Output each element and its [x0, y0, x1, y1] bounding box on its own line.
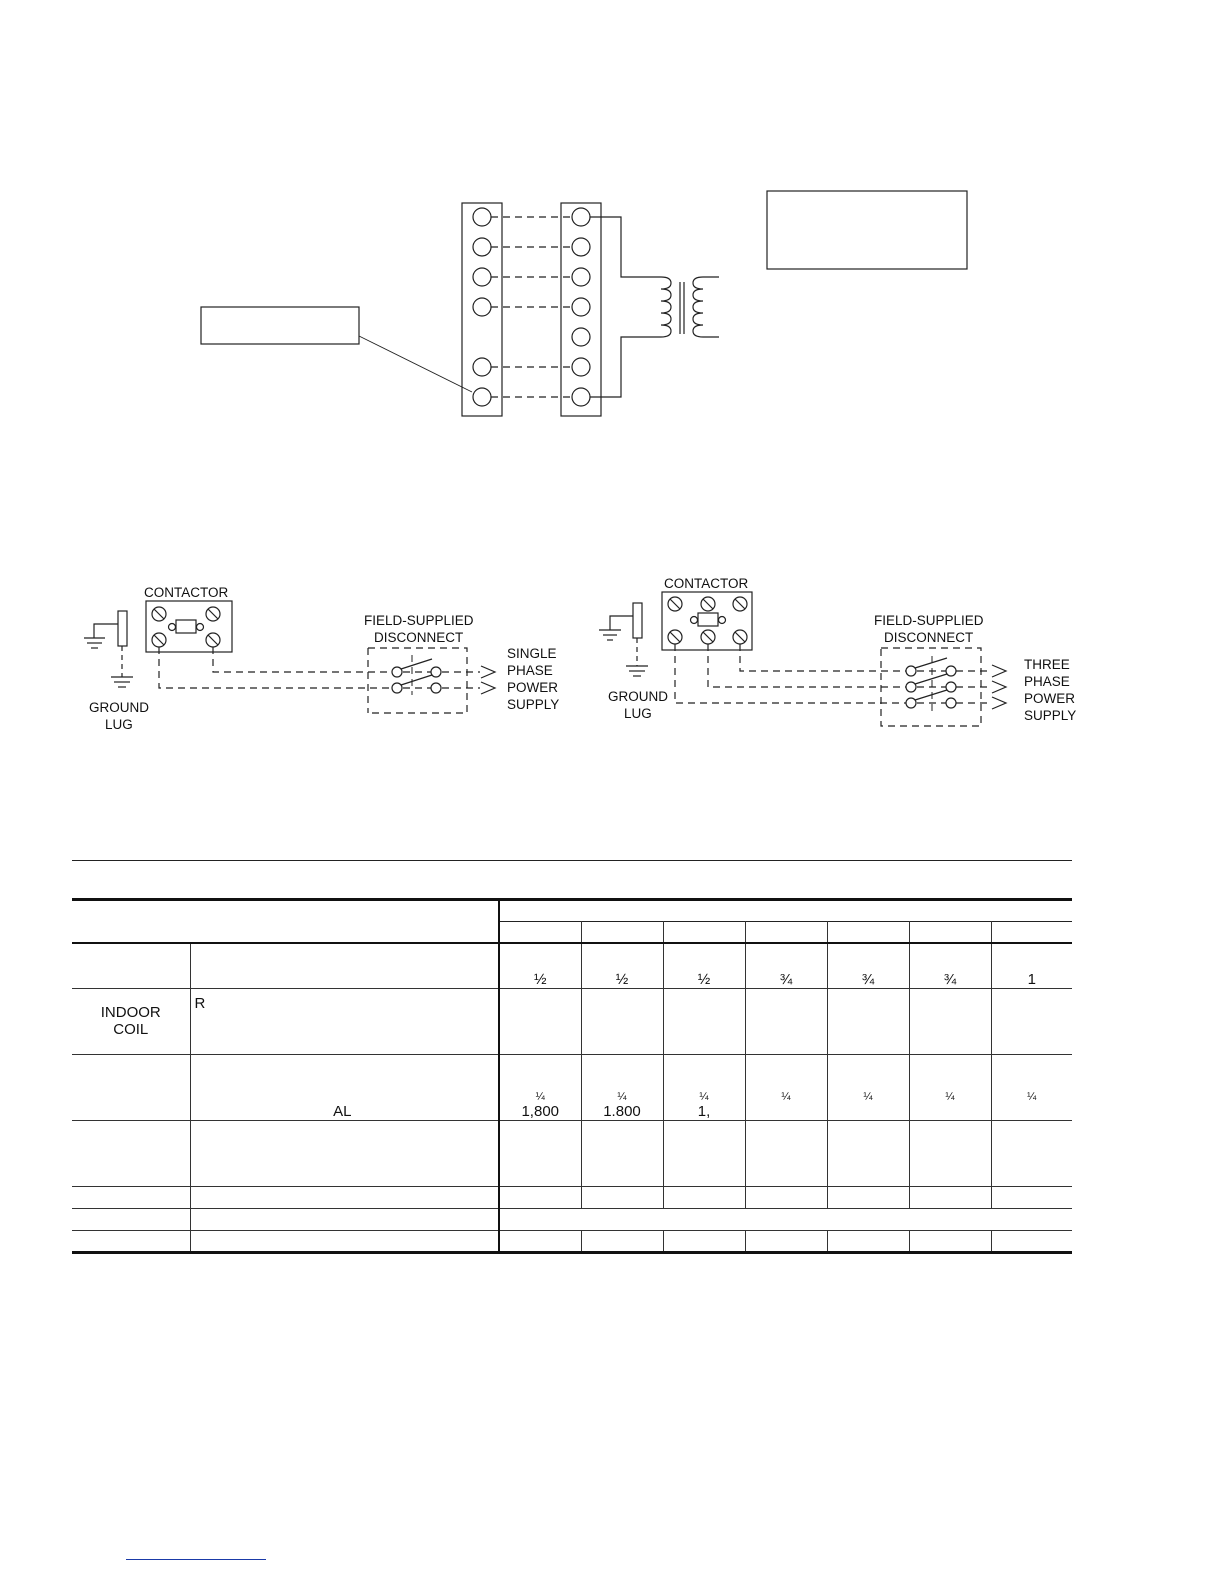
right-terminal-strip [561, 203, 601, 416]
single-supply-3: POWER [507, 680, 559, 695]
value-cell: ½ [499, 943, 581, 988]
fraction-value: ¼ [617, 1090, 627, 1103]
right-terminals [572, 208, 590, 406]
left-terminals [473, 208, 491, 406]
spec-table [72, 898, 1072, 1254]
table-row [72, 1230, 1072, 1252]
three-supply-1: THREE [1024, 657, 1070, 672]
row-label: AL [333, 1102, 352, 1120]
three-disconnect-label-2: DISCONNECT [884, 630, 974, 645]
table-row [72, 1186, 1072, 1208]
ground-lug-icon [633, 603, 642, 638]
single-supply-4: SUPPLY [507, 697, 560, 712]
header-group [499, 900, 1072, 922]
table-row [72, 943, 1072, 988]
single-ground-label-1: GROUND [89, 700, 149, 715]
fraction-value: ¼ [863, 1090, 873, 1103]
header-cell [499, 922, 581, 944]
three-supply-3: POWER [1024, 691, 1076, 706]
table-row [72, 1208, 1072, 1230]
value-cell: ¾ [827, 943, 909, 988]
callout-leader [359, 336, 472, 392]
value-cell: ½ [663, 943, 745, 988]
section-label [72, 988, 190, 1054]
fraction-value: ¼ [1027, 1090, 1037, 1103]
section-label-line-2: COIL [113, 1021, 149, 1038]
three-contactor-label: CONTACTOR [664, 576, 749, 591]
single-supply-1: SINGLE [507, 646, 557, 661]
terminal-diagram [201, 191, 967, 416]
value-cell: 1.800 [603, 1102, 641, 1120]
value-cell: ¾ [909, 943, 991, 988]
three-ground-label-2: LUG [624, 706, 652, 721]
header-cell [745, 922, 827, 944]
three-supply-4: SUPPLY [1024, 708, 1077, 723]
fraction-value: ¼ [699, 1090, 709, 1103]
fraction-value: ¼ [535, 1090, 545, 1103]
fraction-value: ¼ [781, 1090, 791, 1103]
value-cell: 1 [991, 943, 1072, 988]
single-supply-2: PHASE [507, 663, 553, 678]
value-cell: 1,800 [521, 1102, 560, 1120]
header-cell [663, 922, 745, 944]
transformer-icon [661, 277, 719, 337]
three-supply-2: PHASE [1024, 674, 1070, 689]
value-cell: 1, [697, 1102, 711, 1120]
footer-link-underline [126, 1559, 266, 1560]
header-row-1 [72, 900, 1072, 922]
header-cell [581, 922, 663, 944]
header-cell [991, 922, 1072, 944]
fraction-value: ¼ [945, 1090, 955, 1103]
value-cell: ½ [581, 943, 663, 988]
field-wiring-dashed [491, 217, 572, 397]
single-disconnect-label-1: FIELD-SUPPLIED [364, 613, 474, 628]
section-label-line-1: INDOOR [100, 1004, 161, 1021]
three-disconnect-label-1: FIELD-SUPPLIED [874, 613, 984, 628]
single-contactor-label: CONTACTOR [144, 585, 229, 600]
row-label: R [190, 988, 499, 1054]
value-cell: ¾ [745, 943, 827, 988]
right-callout-box [767, 191, 967, 269]
left-terminal-strip [462, 203, 502, 416]
table-row [72, 1054, 1072, 1120]
three-ground-label-1: GROUND [608, 689, 668, 704]
table-row [72, 1120, 1072, 1186]
single-disconnect-label-2: DISCONNECT [374, 630, 464, 645]
table-row [72, 988, 1072, 1054]
header-cell [909, 922, 991, 944]
left-callout-box [201, 307, 359, 344]
single-ground-label-2: LUG [105, 717, 133, 732]
ground-lug-icon [118, 611, 127, 646]
header-cell [827, 922, 909, 944]
header-blank [72, 900, 499, 944]
table-top-rule [72, 860, 1072, 861]
contactor-box [662, 592, 752, 650]
